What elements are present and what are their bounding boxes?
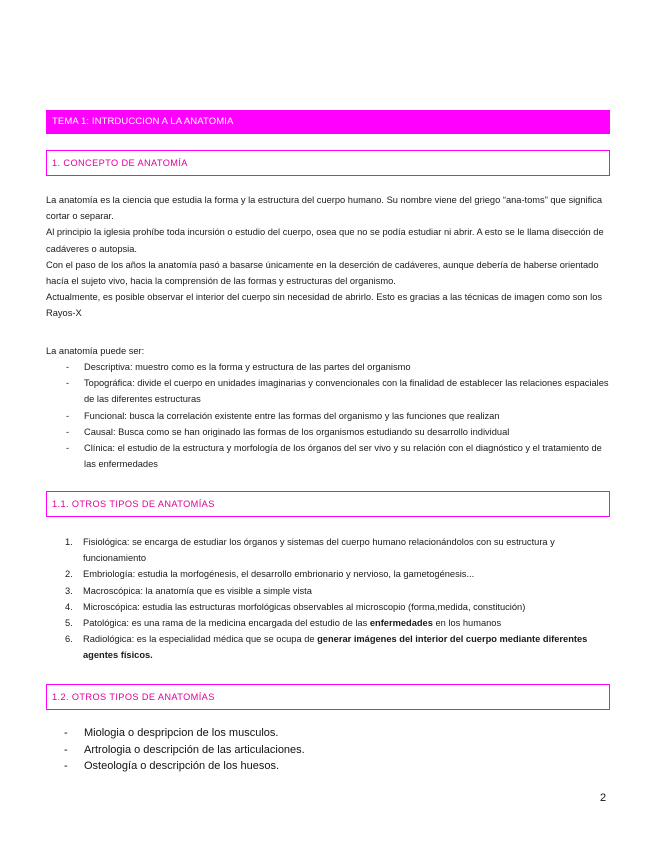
list-item [46, 583, 616, 599]
list-item-text-end: en los humanos [432, 618, 502, 629]
paragraph: Con el paso de los años la anatomía pasó a basarse únicamente en la deserción de cadáveres, aunque debería de haberse orientado hacía el sujeto vivo, hacia la comprensión de las formas y estructuras del organismo. [46, 259, 599, 287]
list-item-text: Fisiológica: se encarga de estudiar los órganos y sistemas del cuerpo humano relacionándolos con su estructura y funcionamiento [83, 537, 555, 564]
list-item-text: Descriptiva: muestro como es la forma y estructura de las partes del organismo [84, 362, 411, 372]
list-number: 3. [65, 585, 73, 596]
dash-marker: - [66, 410, 70, 421]
section-heading-otros-tipos-2: 1.2. OTROS TIPOS DE ANATOMÍAS [46, 684, 610, 710]
list-item-text: Macroscópica: la anatomía que es visible a simple vista [83, 585, 312, 596]
list-item [46, 566, 616, 582]
list-item [46, 599, 616, 615]
section-heading-concepto: 1. CONCEPTO DE ANATOMÍA [46, 150, 610, 176]
list-number: 6. [65, 634, 73, 645]
dash-marker: - [66, 362, 70, 372]
list-item [46, 424, 616, 440]
dash-marker: - [64, 727, 68, 739]
list-number: 5. [65, 618, 73, 629]
dash-marker: - [64, 743, 68, 756]
list-item-text: Causal: Busca como se han originado las formas de los organismos estudiando su desarrollo individual [84, 426, 510, 437]
list-item [46, 758, 606, 775]
list-item [46, 534, 616, 566]
intro-text [46, 192, 616, 322]
other-types-list-2 [46, 725, 606, 775]
paragraph: Al principio la iglesia prohíbe toda incursión o estudio del cuerpo, osea que no se podía estudiar ni abrir. A esto se le llama disección de cadáveres o autopsia. [46, 227, 604, 254]
bold-term: generar imágenes del interior del cuerpo mediante diferentes agentes físicos. [83, 634, 588, 661]
chapter-header: TEMA 1: INTRDUCCION A LA ANATOMIA [46, 110, 610, 134]
list-item [46, 375, 616, 407]
list-item-text-start: Radiológica: es la especialidad médica que se ocupa de [83, 634, 318, 645]
list-number: 1. [65, 537, 73, 547]
list-item-text: Osteología o descripción de los huesos. [84, 760, 280, 772]
page-number: 2 [600, 792, 607, 804]
list-item-text: Funcional: busca la correlación existente entre las formas del organismo y las funciones que realizan [84, 410, 500, 421]
list-item-text: Artrologia o descripción de las articulaciones. [84, 743, 305, 756]
types-lead: La anatomía puede ser: [46, 346, 145, 356]
dash-marker: - [66, 378, 70, 389]
bold-term: enfermedades [369, 618, 433, 629]
list-number: 4. [65, 601, 73, 612]
dash-marker: - [64, 760, 68, 772]
paragraph: Actualmente, es posible observar el interior del cuerpo sin necesidad de abrirlo. Esto es gracias a las técnicas de imagen como son los Rayos-X [46, 292, 603, 319]
other-types-list [46, 534, 616, 664]
list-item [46, 440, 616, 472]
list-item-text: Embriología: estudia la morfogénesis, el desarrollo embrionario y nervioso, la gametogénesis... [83, 569, 475, 580]
list-item [46, 631, 616, 663]
list-item-text: Microscópica: estudia las estructuras morfológicas observables al microscopio (forma,medida, constitución) [83, 601, 526, 612]
list-item-text: Miologia o despripcion de los musculos. [84, 727, 279, 739]
dash-marker: - [66, 426, 70, 437]
list-item [46, 615, 616, 631]
list-item-text: Clínica: el estudio de la estructura y morfología de los órganos del ser vivo y su relación con el diagnóstico y el tratamiento de las enfermedades [84, 443, 602, 470]
anatomy-types-list [46, 359, 616, 472]
list-item [46, 408, 616, 424]
section-heading-otros-tipos: 1.1. OTROS TIPOS DE ANATOMÍAS [46, 491, 610, 517]
list-item [46, 742, 606, 759]
paragraph: La anatomía es la ciencia que estudia la forma y la estructura del cuerpo humano. Su nombre viene del griego “ana-toms” que significa cortar o separar. [46, 195, 603, 222]
list-item-text-start: Patológica: es una rama de la medicina encargada del estudio de las [83, 618, 370, 629]
list-item-text: Topográfica: divide el cuerpo en unidades imaginarias y convencionales con la finalidad de establecer las relaciones espaciales de las diferentes estructuras [84, 378, 609, 405]
list-item [46, 359, 616, 375]
dash-marker: - [66, 443, 70, 454]
list-item [46, 725, 606, 742]
list-number: 2. [65, 569, 73, 580]
